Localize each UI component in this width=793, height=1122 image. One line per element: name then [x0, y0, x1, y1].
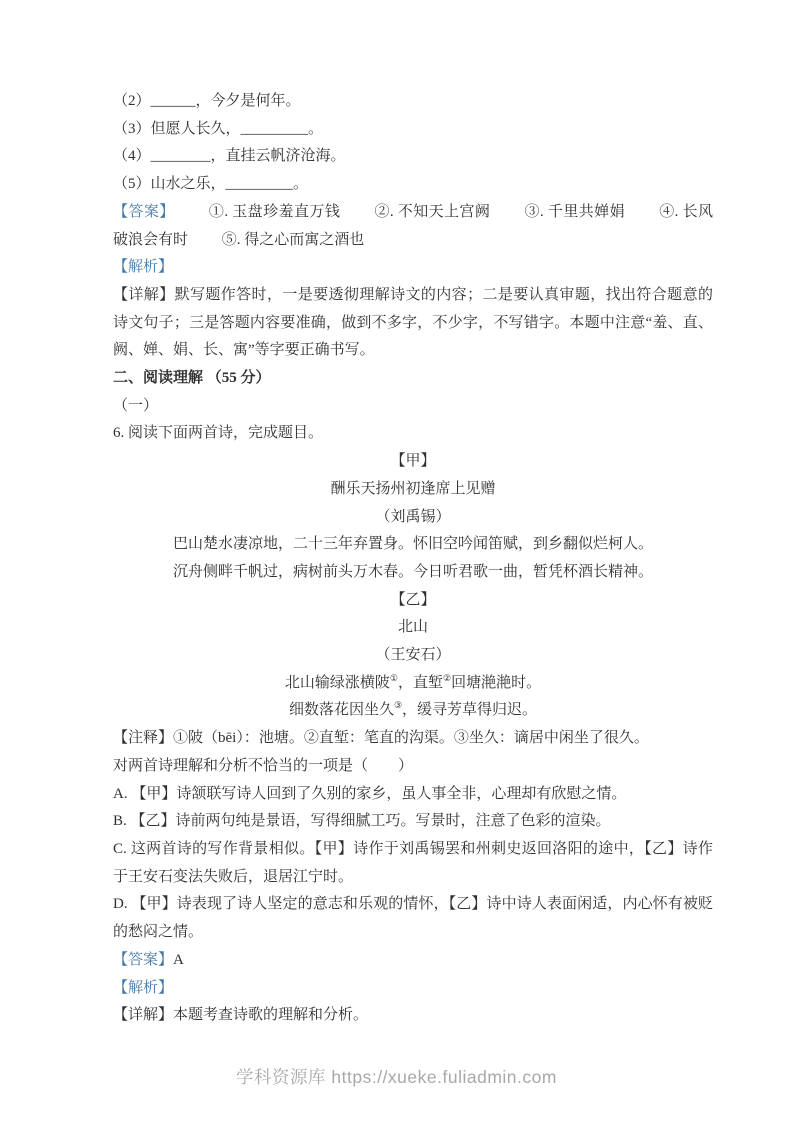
answer-label-q6: 【答案】 [113, 951, 174, 968]
poem-jia-author: （刘禹锡） [375, 508, 451, 525]
fill-blank-item-2: （2）______，今夕是何年。 [113, 93, 301, 109]
poem-yi-line2-seg1: 细数落花因坐久 [288, 702, 394, 719]
answer-item-4: ④. 长风破浪会有时 [113, 203, 714, 248]
poem-jia-line-2: 沉舟侧畔千帆过，病树前头万木春。今日听君歌一曲，暂凭杯酒长精神。 [172, 563, 653, 580]
detail-label: 【详解】 [113, 286, 175, 303]
fill-blank-item-5: （5）山水之乐，_________。 [113, 176, 309, 193]
analysis-label-q6: 【解析】 [113, 979, 174, 996]
poem-yi-line-1 [113, 670, 713, 698]
note-ref-3: ③ [393, 700, 403, 711]
question-6-prompt: 对两首诗理解和分析不恰当的一项是（ ） [113, 757, 414, 774]
poem-yi-author: （王安石） [375, 647, 451, 664]
analysis-block-q5 [113, 254, 713, 282]
option-d: D. 【甲】诗表现了诗人坚定的意志和乐观的情怀，【乙】诗中诗人表面闲适，内心怀有被贬的愁闷之情。 [113, 896, 713, 941]
section-heading: 二、阅读理解 （55 分） [113, 370, 271, 387]
answer-block-q5 [113, 199, 713, 254]
poem-yi-tag: 【乙】 [390, 591, 436, 608]
answer-item-2: ②. 不知天上宫阙 [374, 203, 491, 220]
poem-yi-line1-seg1: 北山输绿涨横陂 [284, 674, 390, 691]
answer-label: 【答案】 [113, 203, 175, 220]
poem-jia-line-1: 巴山楚水凄凉地，二十三年弃置身。怀旧空吟闻笛赋，到乡翻似烂柯人。 [172, 536, 653, 553]
poem-notes: 【注释】①陂（bēi）：池塘。②直堑：笔直的沟渠。③坐久：谪居中闲坐了很久。 [113, 730, 649, 747]
poem-yi-line1-seg3: 回塘滟滟时。 [451, 674, 542, 691]
detail-block-q6 [113, 1002, 713, 1030]
section-part-number: （一） [113, 397, 159, 414]
analysis-block-q6 [113, 975, 713, 1003]
document-content [113, 88, 713, 1030]
answer-item-5: ⑤. 得之心而寓之酒也 [221, 231, 365, 248]
fill-blank-item-3: （3）但愿人长久，_________。 [113, 120, 324, 137]
detail-text-q6: 本题考查诗歌的理解和分析。 [173, 1007, 369, 1024]
poem-yi-line1-seg2: ，直堑 [397, 674, 443, 691]
detail-text: 默写题作答时，一是要透彻理解诗文的内容；二是要认真审题，找出符合题意的诗文句子；三是答题内容要准确，做到不多字，不少字，不写错字。本题中注意“羞、直、阙、婵、娟、长、寓”等字要正确书写。 [113, 286, 713, 359]
detail-block-q5 [113, 282, 713, 365]
answer-item-1: ①. 玉盘珍羞直万钱 [208, 203, 341, 220]
detail-label-q6: 【详解】 [113, 1007, 174, 1024]
analysis-label: 【解析】 [113, 259, 174, 276]
answer-value-q6: A [173, 951, 184, 968]
poem-yi-line2-seg2: ，缓寻芳草得归迟。 [402, 702, 538, 719]
poem-yi-line-2 [113, 697, 713, 725]
answer-block-q6 [113, 947, 713, 975]
poem-jia-tag: 【甲】 [390, 453, 436, 470]
poem-yi-title: 北山 [397, 619, 428, 636]
fill-blank-item-4: （4）________，直挂云帆济沧海。 [113, 148, 346, 165]
poem-jia-title: 酬乐天扬州初逢席上见赠 [330, 480, 496, 497]
option-c: C. 这两首诗的写作背景相似。【甲】诗作于刘禹锡罢和州刺史返回洛阳的途中，【乙】诗作于王安石变法失败后，退居江宁时。 [113, 840, 713, 885]
option-a: A. 【甲】诗颔联写诗人回到了久别的家乡，虽人事全非，心理却有欣慰之情。 [113, 785, 627, 802]
note-ref-1: ① [389, 672, 398, 683]
answer-item-3: ③. 千里共婵娟 [524, 203, 626, 220]
option-b: B. 【乙】诗前两句纯是景语，写得细腻工巧。写景时，注意了色彩的渲染。 [113, 813, 611, 830]
watermark-footer: 学科资源库 https://xueke.fuliadmin.com [236, 1067, 557, 1087]
note-ref-2: ② [443, 672, 452, 683]
question-6-stem: 6. 阅读下面两首诗，完成题目。 [113, 425, 324, 442]
